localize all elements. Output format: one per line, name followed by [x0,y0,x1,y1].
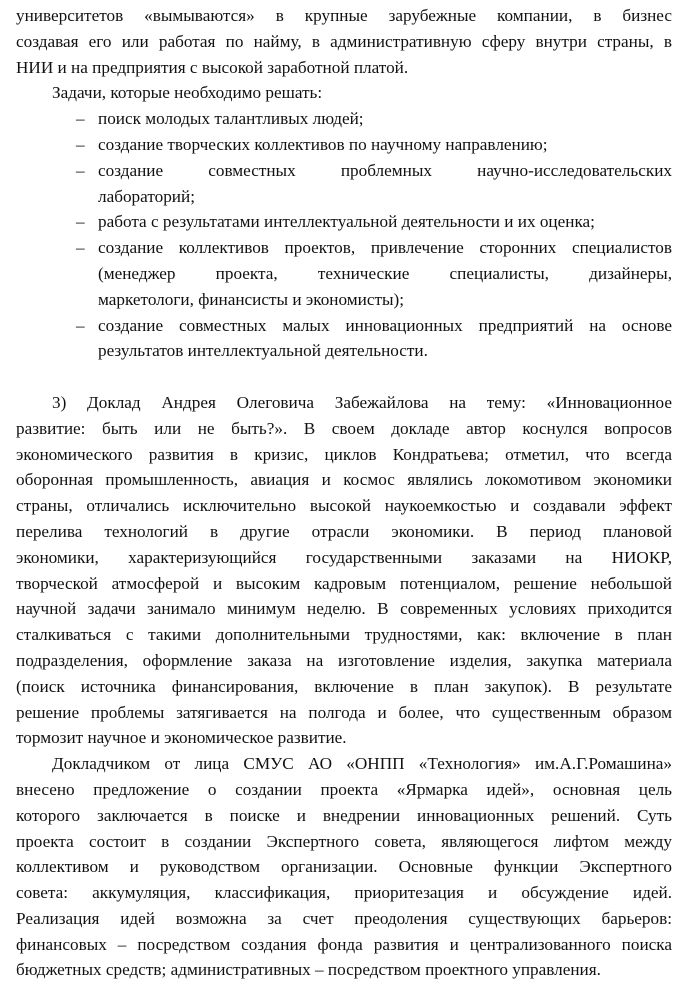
text-line: (поиск источника финансирования, включение в план закупок). В результате [16,676,672,696]
list-item [16,235,672,312]
list-item-line: – создание творческих коллективов по научному направлению; [16,132,672,158]
top-paragraph [16,3,672,80]
text-line: экономики, характеризующийся государственными заказами на НИОКР, [16,547,672,567]
text-line: тормозит научное и экономическое развитие. [16,728,347,748]
proposal-paragraph [16,751,672,983]
text-line: оборонная промышленность, авиация и космос являлись локомотивом экономики [16,470,672,490]
list-item-line: результатов интеллектуальной деятельности. [98,341,428,361]
text-line: проекта состоит в создании Экспертного совета, являющегося лифтом между [16,831,672,851]
list-item-line: – поиск молодых талантливых людей; [16,106,672,132]
dash-bullet: – [76,134,85,154]
text-line: создавая его или работая по найму, в административную сферу внутри страны, в [16,31,672,51]
text-line: финансовых – посредством создания фонда развития и централизованного поиска [16,934,672,954]
list-item [16,106,672,132]
report-3-paragraph [16,390,672,751]
text-line: творческой атмосферой и высоким кадровым потенциалом, решение небольшой [16,573,672,593]
dash-bullet: – [76,160,85,180]
list-item [16,313,672,365]
text-line: внесено предложение о создании проекта «Ярмарка идей», основная цель [16,779,672,799]
tasks-list [16,106,672,364]
paragraph-gap [16,364,672,390]
list-item-line: лабораторий; [98,186,195,206]
text-line: которого заключается в поиске и внедрении инновационных решений. Суть [16,805,672,825]
list-item [16,132,672,158]
dash-bullet: – [76,109,85,129]
text-line: 3) Доклад Андрея Олеговича Забежайлова на тему: «Инновационное [52,392,672,412]
list-item-line: маркетологи, финансисты и экономисты); [98,289,405,309]
list-item-line: – создание коллективов проектов, привлечение сторонних специалистов [16,235,672,261]
list-item-line: – работа с результатами интеллектуальной деятельности и их оценка; [16,209,672,235]
list-item-line: (менеджер проекта, технические специалисты, дизайнеры, [98,263,672,283]
text-line: бюджетных средств; административных – посредством проектного управления. [16,960,601,980]
text-line: перелива технологий в другие отрасли экономики. В период плановой [16,521,672,541]
dash-bullet: – [76,315,85,335]
document-page [16,3,672,983]
text-line: сталкиваться с такими дополнительными трудностями, как: включение в план [16,625,672,645]
text-line: страны, отличались исключительно высокой наукоемкостью и создавали эффект [16,496,672,516]
text-line: коллективом и руководством организации. Основные функции Экспертного [16,857,672,877]
text-line: научной задачи занимало минимум неделю. В современных условиях приходится [16,599,672,619]
text-line: Докладчиком от лица СМУС АО «ОНПП «Технология» им.А.Г.Ромашина» [52,754,672,774]
dash-bullet: – [76,238,85,258]
text-line: экономического развития в кризис, циклов Кондратьева; отметил, что всегда [16,444,672,464]
list-item [16,158,672,210]
text-line: подразделения, оформление заказа на изготовление изделия, закупка материала [16,650,672,670]
list-item [16,209,672,235]
text-line: совета: аккумуляция, классификация, приоритезация и обсуждение идей. [16,883,672,903]
list-item-line: – создание совместных малых инновационных предприятий на основе [16,313,672,339]
list-item-line: – создание совместных проблемных научно-исследовательских [16,158,672,184]
tasks-intro: Задачи, которые необходимо решать: [52,83,323,103]
text-line: решение проблемы затягивается на полгода и более, что существенным образом [16,702,672,722]
text-line: университетов «вымываются» в крупные зарубежные компании, в бизнес [16,6,672,25]
dash-bullet: – [76,212,85,232]
text-line: Реализация идей возможна за счет преодоления существующих барьеров: [16,908,672,928]
text-line: развитие: быть или не быть?». В своем докладе автор коснулся вопросов [16,418,672,438]
text-line: НИИ и на предприятия с высокой заработной платой. [16,57,409,77]
